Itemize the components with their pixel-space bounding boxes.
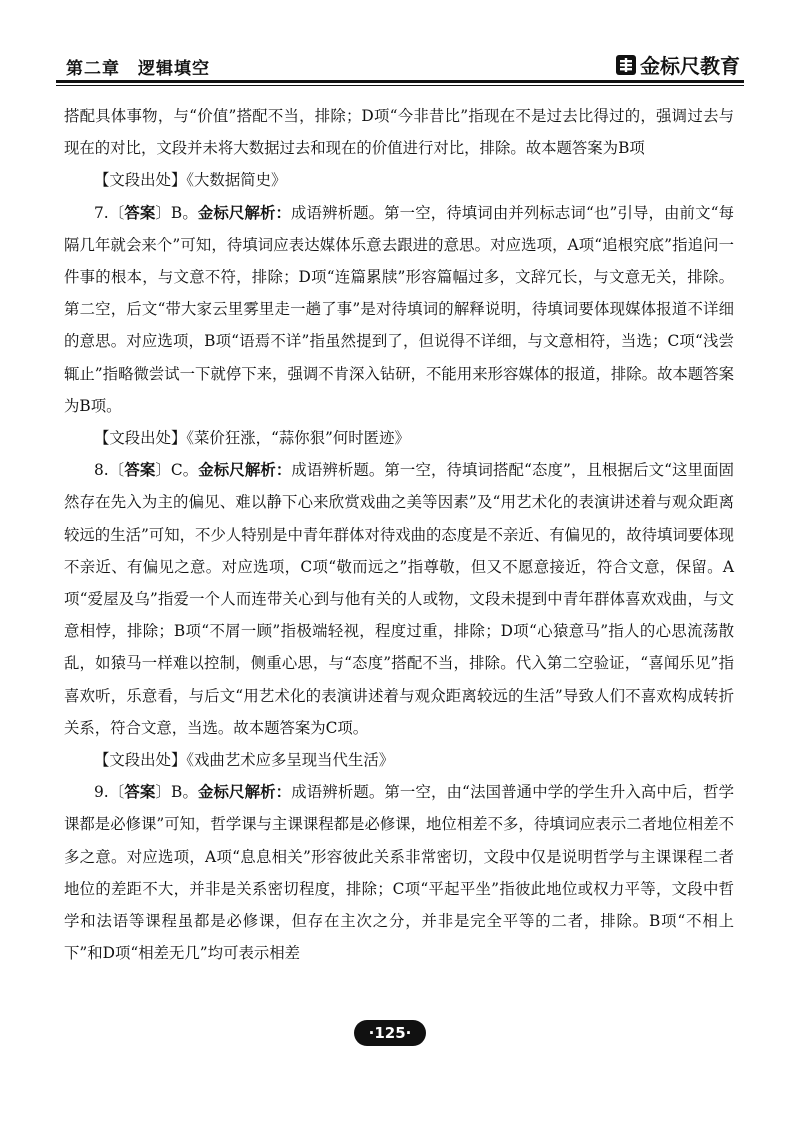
text-segment: 【文段出处】《菜价狂涨，“蒜你狠”何时匿迹》 xyxy=(94,429,410,448)
page-body xyxy=(64,100,734,969)
text-segment: 〕B。 xyxy=(155,203,198,222)
text-segment: 7.〔 xyxy=(94,203,125,222)
brand xyxy=(615,50,740,79)
paragraph-p5 xyxy=(64,744,734,776)
text-segment: 成语辨析题。第一空，待填词搭配“态度”，且根据后文“这里面固然存在先入为主的偏见、难以静下心来欣赏戏曲之美等因素”及“用艺术化的表演讲述着与观众距离较远的生活”可知，不少人特别是中青年群体对待戏曲的态度是不亲近、有偏见的，故待填词要体现不亲近、有偏见之意。对应选项，C项“敬而远之”指尊敬，但又不愿意接近，符合文意，保留。A项“爱屋及乌”指爱一个人而连带关心到与他有关的人或物，文段未提到中青年群体喜欢戏曲，与文意相悖，排除；B项“不屑一顾”指极端轻视，程度过重，排除；D项“心猿意马”指人的心思流荡散乱，如猿马一样难以控制，侧重心思，与“态度”搭配不当，排除。代入第二空验证，“喜闻乐见”指喜欢听，乐意看，与后文“用艺术化的表演讲述着与观众距离较远的生活”导致人们不喜欢构成转折关系，符合文意，当选。故本题答案为C项。 xyxy=(64,461,734,737)
text-segment: 9.〔 xyxy=(94,783,125,802)
chapter-title: 第二章 逻辑填空 xyxy=(66,59,210,79)
paragraph-p3 xyxy=(64,422,734,454)
paragraph-p2 xyxy=(64,197,734,422)
text-segment: 〕B。 xyxy=(155,783,198,802)
brand-logo-icon xyxy=(615,54,637,76)
header-rule xyxy=(56,80,744,83)
page-header xyxy=(56,50,744,84)
page-number xyxy=(354,1020,426,1046)
paragraph-p1 xyxy=(64,164,734,196)
text-segment: 成语辨析题。第一空，由“法国普通中学的学生升入高中后，哲学课都是必修课”可知，哲学课与主课课程都是必修课，地位相差不多，待填词应表示二者地位相差不多之意。对应选项，A项“息息相关”形容彼此关系非常密切，文段中仅是说明哲学与主课课程二者地位的差距不大，并非是关系密切程度，排除；C项“平起平坐”指彼此地位或权力平等，文段中哲学和法语等课程虽都是必修课，但存在主次之分，并非是完全平等的二者，排除。B项“不相上下”和D项“相差无几”均可表示相差 xyxy=(64,783,734,963)
page-number-text: ·125· xyxy=(368,1024,412,1042)
text-segment: 8.〔 xyxy=(94,461,125,480)
text-segment: 搭配具体事物，与“价值”搭配不当，排除；D项“今非昔比”指现在不是过去比得过的，强调过去与现在的对比，文段并未将大数据过去和现在的价值进行对比，排除。故本题答案为B项 xyxy=(64,107,734,158)
text-segment: 【文段出处】《戏曲艺术应多呈现当代生活》 xyxy=(94,751,395,770)
header-rule-thin xyxy=(56,85,744,86)
bold-label: 金标尺解析： xyxy=(198,461,292,480)
brand-name: 金标尺教育 xyxy=(640,54,740,78)
bold-label: 金标尺解析： xyxy=(197,203,292,222)
text-segment: 成语辨析题。第一空，待填词由并列标志词“也”引导，由前文“每隔几年就会来个”可知，待填词应表达媒体乐意去跟进的意思。对应选项，A项“追根究底”指追问一件事的根本，与文意不符，排除；D项“连篇累牍”形容篇幅过多，文辞冗长，与文意无关，排除。第二空，后文“带大家云里雾里走一趟了事”是对待填词的解释说明，待填词要体现媒体报道不详细的意思。对应选项，B项“语焉不详”指虽然提到了，但说得不详细，与文意相符，当选；C项“浅尝辄止”指略微尝试一下就停下来，强调不肯深入钻研，不能用来形容媒体的报道，排除。故本题答案为B项。 xyxy=(64,203,734,415)
paragraph-p4 xyxy=(64,454,734,744)
text-segment: 〕C。 xyxy=(155,461,199,480)
bold-label: 金标尺解析： xyxy=(197,783,292,802)
text-segment: 【文段出处】《大数据简史》 xyxy=(94,171,287,190)
bold-label: 答案 xyxy=(124,203,156,222)
bold-label: 答案 xyxy=(124,783,156,802)
bold-label: 答案 xyxy=(124,461,156,480)
paragraph-p6 xyxy=(64,776,734,969)
paragraph-p0 xyxy=(64,100,734,164)
